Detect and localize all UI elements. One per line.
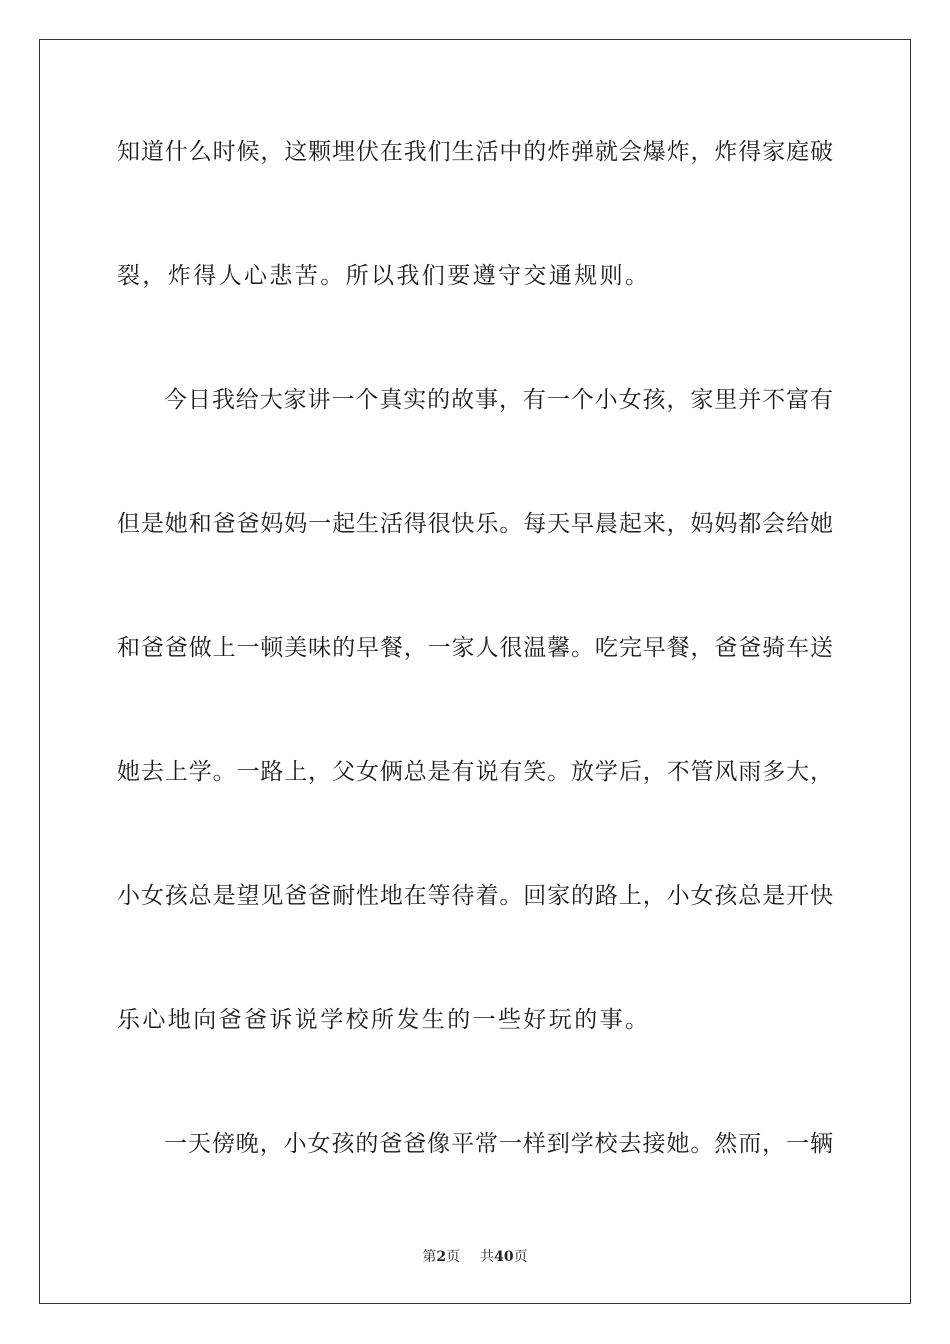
footer-page-number: 2 <box>436 1249 447 1265</box>
footer-total-suffix: 页 <box>513 1249 528 1265</box>
footer-page-prefix: 第 <box>422 1249 437 1265</box>
body-line-7: 小女孩总是望见爸爸耐性地在等待着。回家的路上，小女孩总是开快 <box>117 883 833 909</box>
body-line-4: 但是她和爸爸妈妈一起生活得很快乐。每天早晨起来，妈妈都会给她 <box>117 511 833 537</box>
body-line-1: 知道什么时候，这颗埋伏在我们生活中的炸弹就会爆炸，炸得家庭破 <box>117 139 833 165</box>
body-line-5: 和爸爸做上一顿美味的早餐，一家人很温馨。吃完早餐，爸爸骑车送 <box>117 635 833 661</box>
body-line-6: 她去上学。一路上，父女俩总是有说有笑。放学后，不管风雨多大， <box>117 759 833 785</box>
footer-total-prefix: 共 <box>480 1249 495 1265</box>
body-line-2: 裂，炸得人心悲苦。所以我们要遵守交通规则。 <box>117 263 651 289</box>
page-footer <box>0 1248 950 1266</box>
page-border <box>39 39 911 1304</box>
body-line-3: 今日我给大家讲一个真实的故事，有一个小女孩，家里并不富有 <box>164 387 833 413</box>
body-line-8: 乐心地向爸爸诉说学校所发生的一些好玩的事。 <box>117 1007 651 1033</box>
body-line-9: 一天傍晚，小女孩的爸爸像平常一样到学校去接她。然而，一辆 <box>164 1131 833 1157</box>
footer-page-suffix: 页 <box>446 1249 461 1265</box>
footer-total-pages: 40 <box>494 1249 514 1265</box>
